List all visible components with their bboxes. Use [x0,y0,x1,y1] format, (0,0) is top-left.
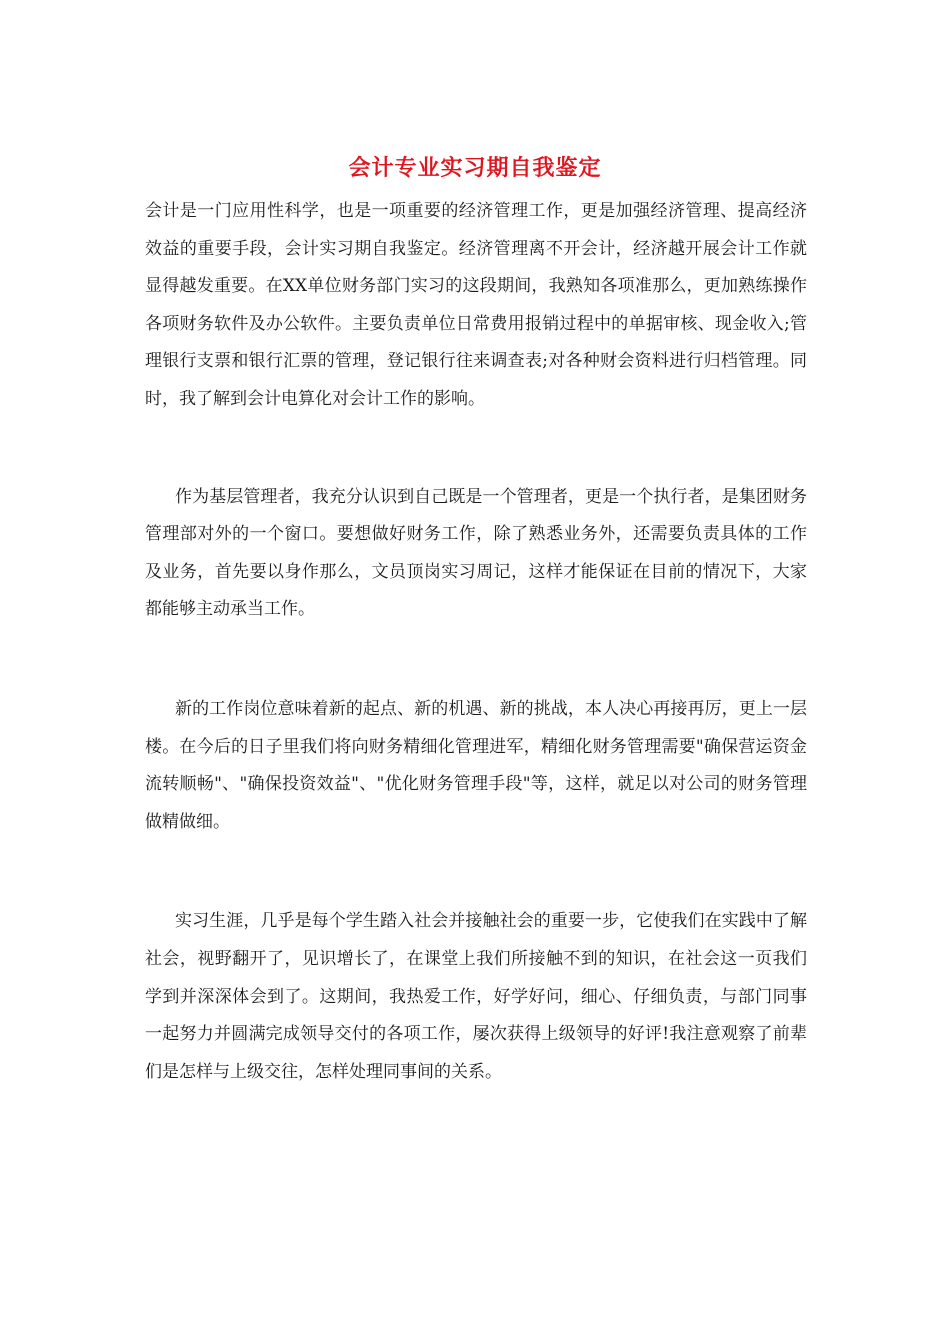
paragraph-2: 作为基层管理者，我充分认识到自己既是一个管理者，更是一个执行者，是集团财务管理部对外的一个窗口。要想做好财务工作，除了熟悉业务外，还需要负责具体的工作及业务，首先要以身作那么，文员顶岗实习周记，这样才能保证在目前的情况下，大家都能够主动承当工作。 [145,486,807,620]
paragraph-1: 会计是一门应用性科学，也是一项重要的经济管理工作，更是加强经济管理、提高经济效益的重要手段，会计实习期自我鉴定。经济管理离不开会计，经济越开展会计工作就显得越发重要。在XX单位财务部门实习的这段期间，我熟知各项准那么，更加熟练操作各项财务软件及办公软件。主要负责单位日常费用报销过程中的单据审核、现金收入;管理银行支票和银行汇票的管理，登记银行往来调查表;对各种财会资料进行归档管理。同时，我了解到会计电算化对会计工作的影响。 [145,201,807,409]
document-body [145,193,807,1091]
paragraph-3: 新的工作岗位意味着新的起点、新的机遇、新的挑战，本人决心再接再厉，更上一层楼。在今后的日子里我们将向财务精细化管理进军，精细化财务管理需要"确保营运资金流转顺畅"、"确保投资效益"、"优化财务管理手段"等，这样，就足以对公司的财务管理做精做细。 [145,698,807,832]
document-title: 会计专业实习期自我鉴定 [348,155,602,181]
paragraph-4: 实习生涯，几乎是每个学生踏入社会并接触社会的重要一步，它使我们在实践中了解社会，视野翻开了，见识增长了，在课堂上我们所接触不到的知识，在社会这一页我们学到并深深体会到了。这期间，我热爱工作，好学好问，细心、仔细负责，与部门同事一起努力并圆满完成领导交付的各项工作，屡次获得上级领导的好评!我注意观察了前辈们是怎样与上级交往，怎样处理同事间的关系。 [145,911,807,1082]
